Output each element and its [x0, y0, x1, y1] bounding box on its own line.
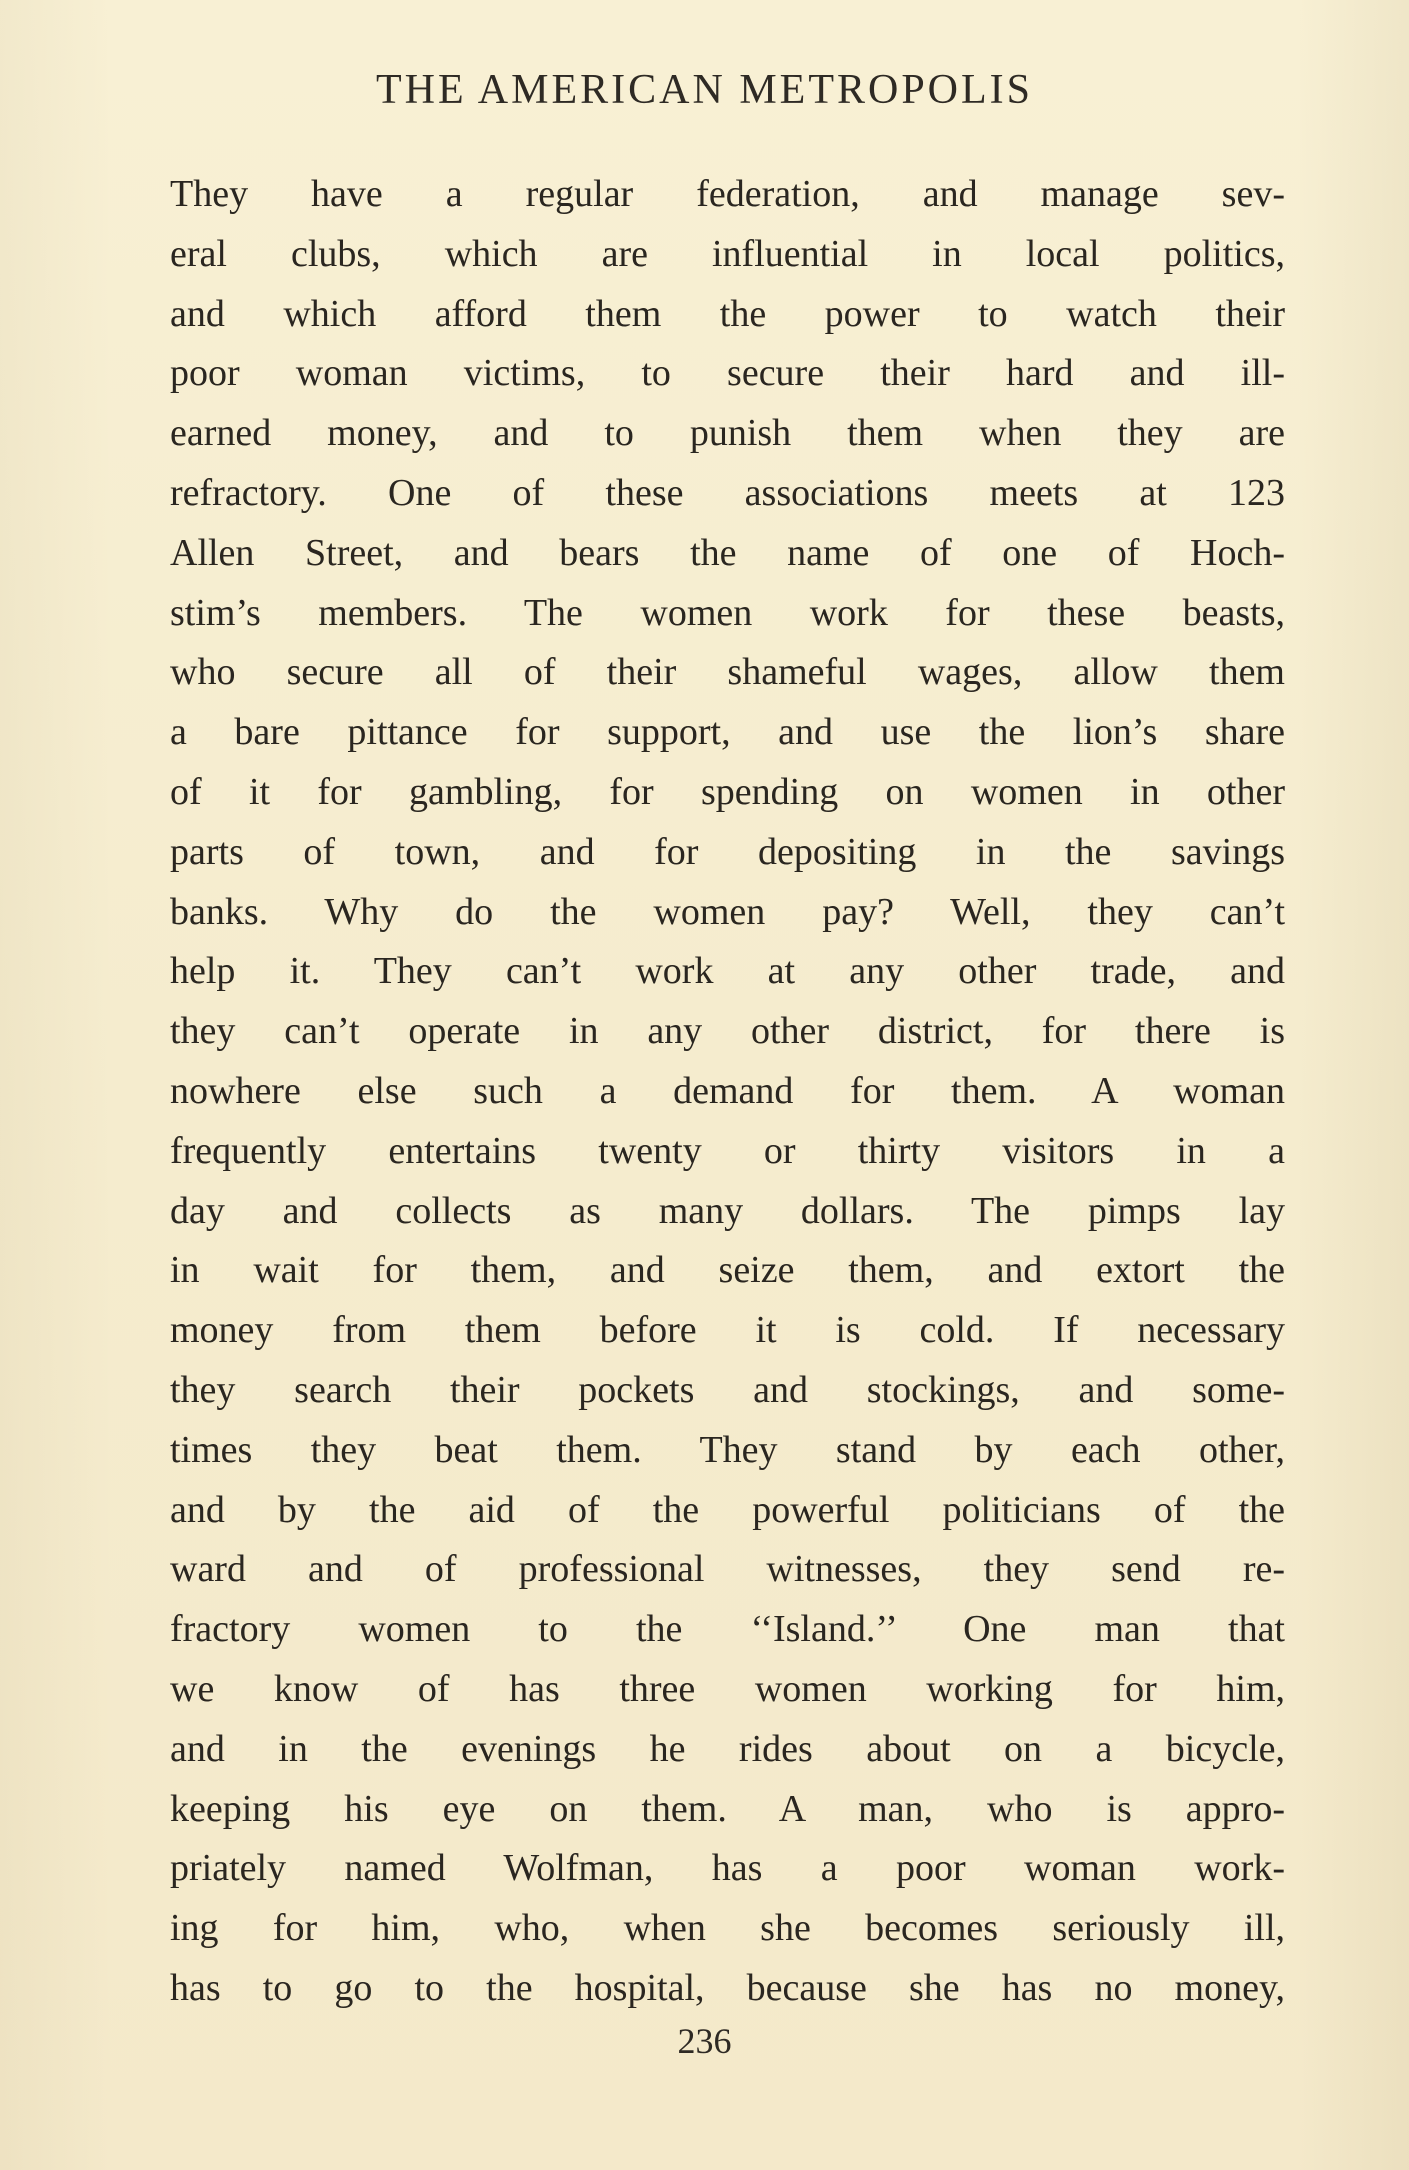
text-line: in wait for them, and seize them, and extort the: [170, 1249, 1285, 1292]
text-line: they search their pockets and stockings, and some-: [170, 1368, 1285, 1411]
text-line: priately named Wolfman, has a poor woman work-: [170, 1847, 1285, 1890]
text-line: ward and of professional witnesses, they send re-: [170, 1548, 1285, 1591]
text-line: day and collects as many dollars. The pimps lay: [170, 1189, 1285, 1232]
body-text: [170, 165, 1285, 2019]
page-number: 236: [677, 2021, 732, 2061]
text-line: ing for him, who, when she becomes seriously ill,: [170, 1907, 1285, 1950]
text-line: has to go to the hospital, because she has no money,: [170, 1966, 1285, 2009]
text-line: fractory women to the ‘‘Island.’’ One man that: [170, 1608, 1285, 1651]
text-line: of it for gambling, for spending on women in other: [170, 770, 1285, 813]
text-line: who secure all of their shameful wages, allow them: [170, 651, 1285, 694]
text-line: and by the aid of the powerful politicians of the: [170, 1488, 1285, 1531]
text-line: nowhere else such a demand for them. A woman: [170, 1069, 1285, 1112]
text-line: stim’s members. The women work for these beasts,: [170, 591, 1285, 634]
text-line: They have a regular federation, and manage sev-: [170, 173, 1285, 215]
text-line: they can’t operate in any other district, for there is: [170, 1010, 1285, 1053]
running-head: THE AMERICAN METROPOLIS: [375, 67, 1034, 113]
text-line: and which afford them the power to watch their: [170, 292, 1285, 335]
text-line: money from them before it is cold. If necessary: [170, 1309, 1285, 1352]
text-line: refractory. One of these associations meets at 123: [170, 471, 1285, 514]
text-line: poor woman victims, to secure their hard and ill-: [170, 352, 1285, 395]
text-line: a bare pittance for support, and use the lion’s share: [170, 711, 1285, 754]
text-line: times they beat them. They stand by each other,: [170, 1428, 1285, 1471]
text-line: and in the evenings he rides about on a bicycle,: [170, 1727, 1285, 1770]
text-line: frequently entertains twenty or thirty visitors in a: [170, 1129, 1285, 1172]
text-line: earned money, and to punish them when they are: [170, 412, 1285, 455]
text-line: Allen Street, and bears the name of one of Hoch-: [170, 531, 1285, 574]
text-line: eral clubs, which are influential in local politics,: [170, 232, 1285, 275]
text-line: keeping his eye on them. A man, who is appro-: [170, 1787, 1285, 1830]
text-line: we know of has three women working for him,: [170, 1667, 1285, 1710]
text-line: parts of town, and for depositing in the savings: [170, 830, 1285, 873]
text-line: help it. They can’t work at any other trade, and: [170, 950, 1285, 993]
text-line: banks. Why do the women pay? Well, they can’t: [170, 890, 1285, 933]
